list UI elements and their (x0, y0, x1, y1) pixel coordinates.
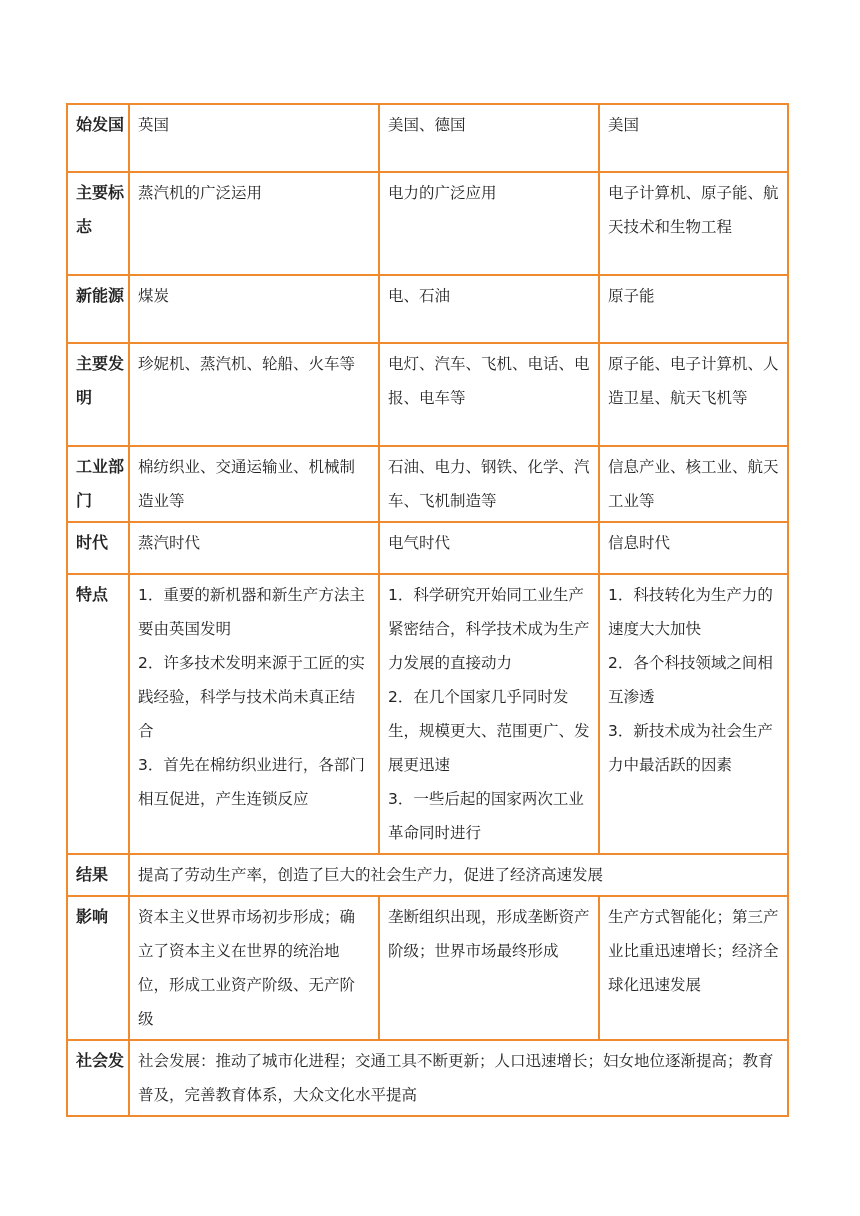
table-cell: 信息产业、核工业、航天工业等 (599, 446, 788, 522)
feature-item: 2．在几个国家几乎同时发生，规模更大、范围更广、发展更迅速 (388, 688, 590, 774)
table-cell: 蒸汽时代 (129, 522, 379, 574)
table-cell: 煤炭 (129, 275, 379, 343)
table-row-industry (67, 446, 788, 522)
table-cell: 美国、德国 (379, 104, 599, 172)
table-cell (599, 574, 788, 854)
table-cell: 电力的广泛应用 (379, 172, 599, 275)
table-cell: 原子能 (599, 275, 788, 343)
feature-item: 1．重要的新机器和新生产方法主要由英国发明 (138, 586, 365, 638)
table-cell: 信息时代 (599, 522, 788, 574)
table-cell: 提高了劳动生产率，创造了巨大的社会生产力，促进了经济高速发展 (129, 854, 788, 896)
industrial-revolution-table (66, 103, 789, 1117)
table-row-origin (67, 104, 788, 172)
row-header: 始发国 (67, 104, 129, 172)
table-cell: 垄断组织出现，形成垄断资产阶级；世界市场最终形成 (379, 896, 599, 1040)
table-cell: 社会发展：推动了城市化进程；交通工具不断更新；人口迅速增长；妇女地位逐渐提高；教育普及，完善教育体系，大众文化水平提高 (129, 1040, 788, 1116)
table-cell: 电灯、汽车、飞机、电话、电报、电车等 (379, 343, 599, 446)
table-row-influence (67, 896, 788, 1040)
feature-item: 3．一些后起的国家两次工业革命同时进行 (388, 790, 584, 842)
table-row-era (67, 522, 788, 574)
row-header: 新能源 (67, 275, 129, 343)
table-cell (379, 574, 599, 854)
table-row-features (67, 574, 788, 854)
table-cell: 电子计算机、原子能、航天技术和生物工程 (599, 172, 788, 275)
table-cell (129, 574, 379, 854)
table-cell: 原子能、电子计算机、人造卫星、航天飞机等 (599, 343, 788, 446)
table-cell: 资本主义世界市场初步形成；确立了资本主义在世界的统治地位，形成工业资产阶级、无产阶级 (129, 896, 379, 1040)
table-cell: 珍妮机、蒸汽机、轮船、火车等 (129, 343, 379, 446)
row-header: 特点 (67, 574, 129, 854)
row-header: 主要标志 (67, 172, 129, 275)
table-row-society (67, 1040, 788, 1116)
row-header: 工业部门 (67, 446, 129, 522)
table-cell: 蒸汽机的广泛运用 (129, 172, 379, 275)
table-cell: 英国 (129, 104, 379, 172)
feature-item: 1．科技转化为生产力的速度大大加快 (608, 586, 773, 638)
table-cell: 电、石油 (379, 275, 599, 343)
row-header: 社会发 (67, 1040, 129, 1116)
table-cell: 棉纺织业、交通运输业、机械制造业等 (129, 446, 379, 522)
table-row-inventions (67, 343, 788, 446)
table-row-result (67, 854, 788, 896)
table-cell: 生产方式智能化；第三产业比重迅速增长；经济全球化迅速发展 (599, 896, 788, 1040)
table-cell: 石油、电力、钢铁、化学、汽车、飞机制造等 (379, 446, 599, 522)
document-page (66, 103, 787, 1117)
feature-item: 2．许多技术发明来源于工匠的实践经验，科学与技术尚未真正结合 (138, 654, 365, 740)
feature-item: 2．各个科技领域之间相互渗透 (608, 654, 773, 706)
table-row-energy (67, 275, 788, 343)
table-row-main-sign (67, 172, 788, 275)
feature-item: 1．科学研究开始同工业生产紧密结合，科学技术成为生产力发展的直接动力 (388, 586, 590, 672)
row-header: 结果 (67, 854, 129, 896)
row-header: 时代 (67, 522, 129, 574)
row-header: 影响 (67, 896, 129, 1040)
row-header: 主要发明 (67, 343, 129, 446)
feature-item: 3．首先在棉纺织业进行，各部门相互促进，产生连锁反应 (138, 756, 365, 808)
table-cell: 美国 (599, 104, 788, 172)
feature-item: 3．新技术成为社会生产力中最活跃的因素 (608, 722, 773, 774)
table-cell: 电气时代 (379, 522, 599, 574)
